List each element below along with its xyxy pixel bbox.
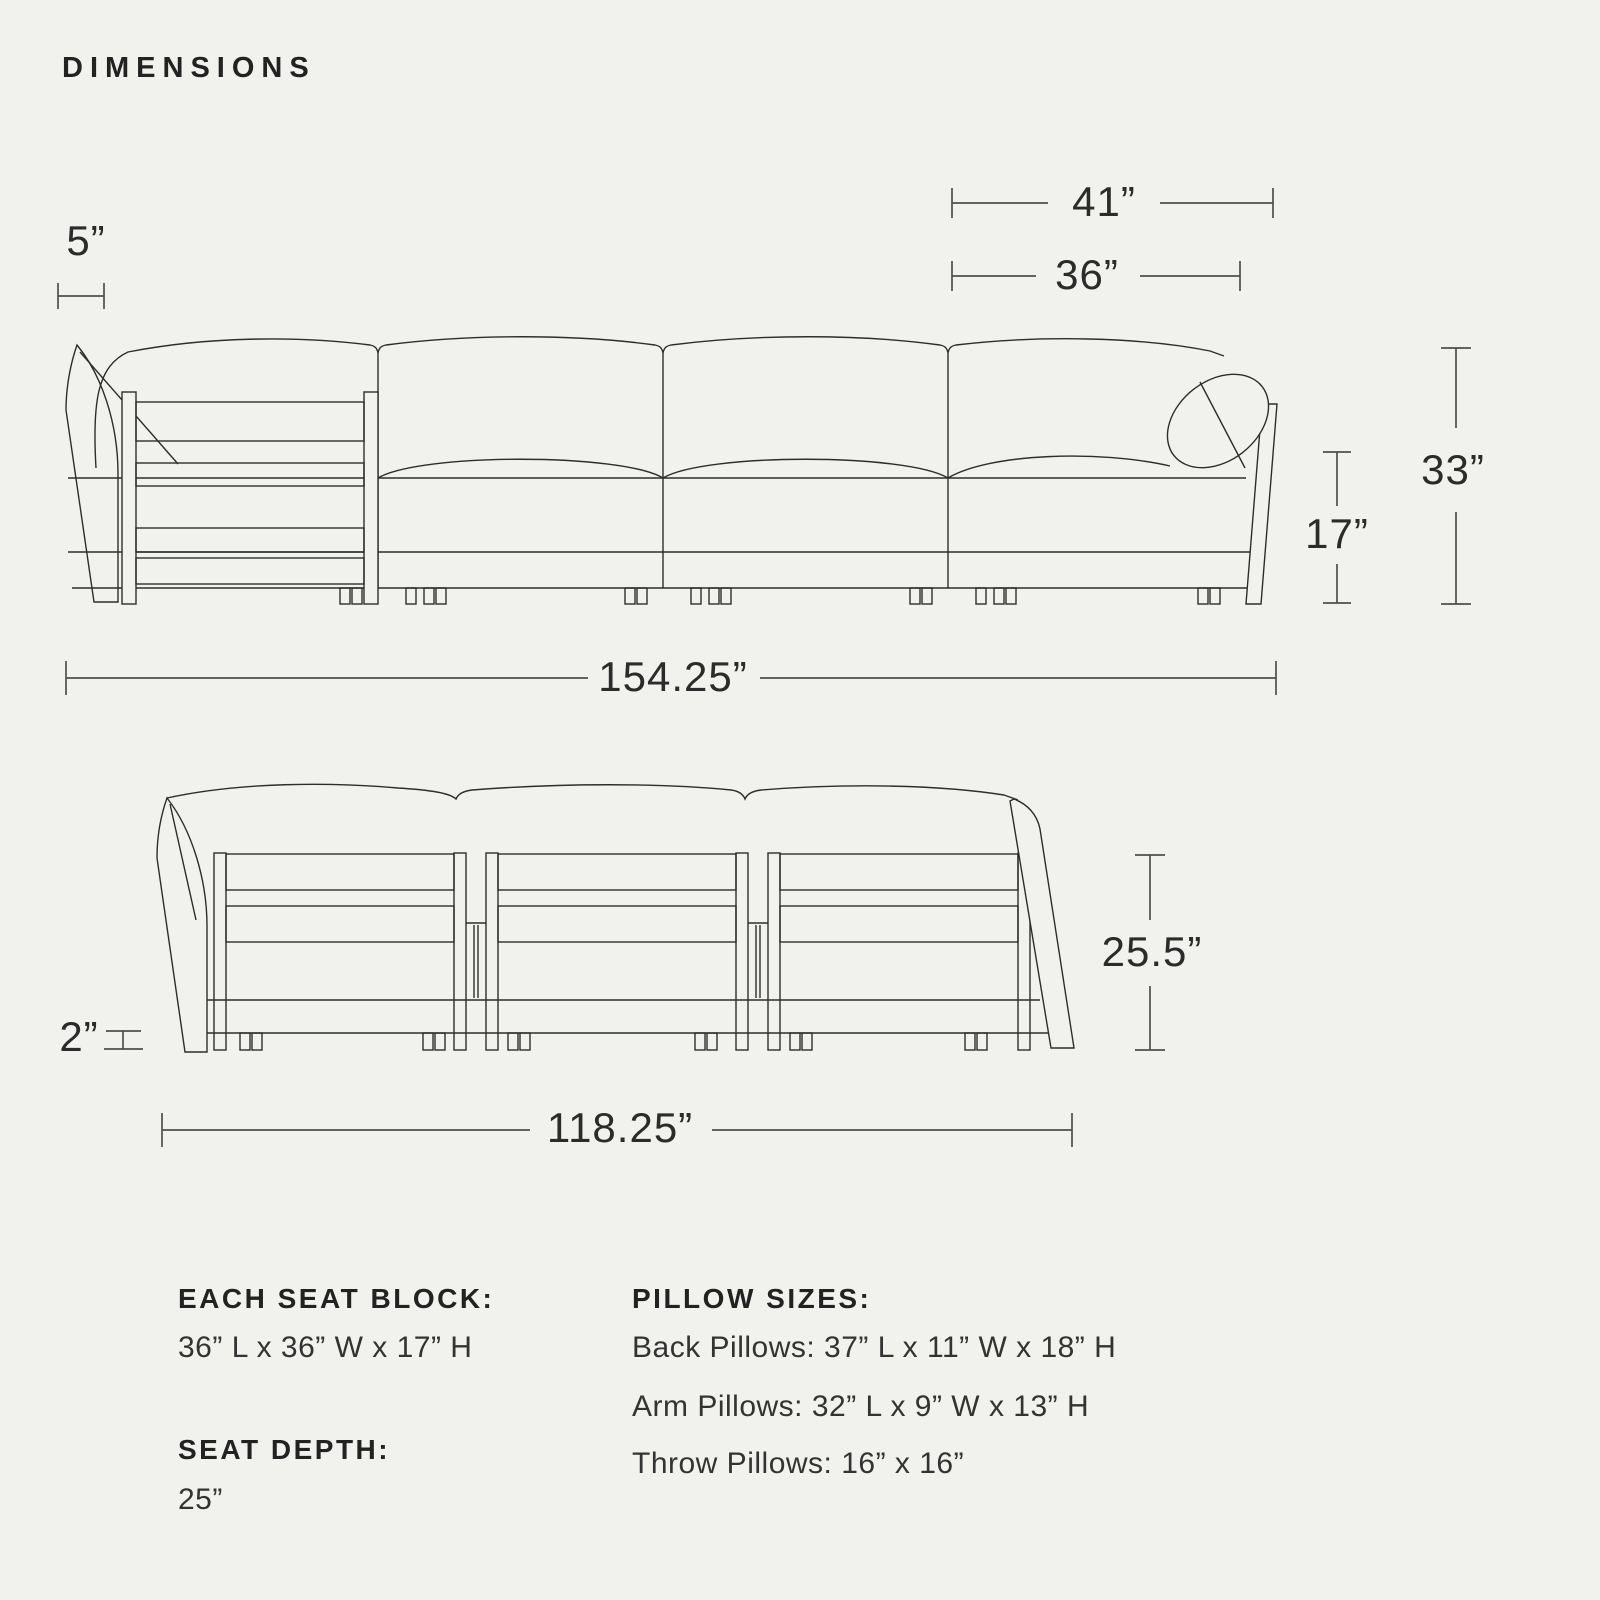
pillow-throw-line: Throw Pillows: 16” x 16” [632, 1447, 965, 1480]
front-elevation-drawing [66, 337, 1287, 604]
front-corner-frame [122, 392, 378, 604]
front-module-separators [378, 353, 948, 588]
back-module-connectors [466, 923, 768, 998]
pillow-sizes-heading: PILLOW SIZES: [632, 1283, 872, 1314]
back-frame-module-2 [486, 853, 748, 1050]
page-title: DIMENSIONS [62, 52, 316, 84]
dim-leg-height-line [104, 1031, 143, 1049]
dim-label-seat-height: 17” [1305, 510, 1369, 557]
back-legs [240, 1033, 987, 1050]
back-frame-module-3 [768, 853, 1030, 1050]
dim-label-overall-width: 154.25” [598, 653, 748, 700]
dim-label-arm-depth: 5” [66, 217, 106, 264]
pillow-back-line: Back Pillows: 37” L x 11” W x 18” H [632, 1331, 1117, 1364]
dim-label-corner-width: 41” [1072, 178, 1136, 225]
back-cushions-outline [167, 784, 1018, 800]
front-horizontal-lines [68, 478, 1254, 588]
seat-depth-heading: SEAT DEPTH: [178, 1434, 391, 1465]
back-elevation-drawing [157, 784, 1074, 1052]
front-legs [340, 588, 1220, 604]
seat-depth-value: 25” [178, 1483, 223, 1516]
dim-label-overall-height: 33” [1421, 446, 1485, 493]
dim-arm-depth-line [58, 283, 104, 309]
back-left-wing [157, 798, 207, 1052]
seat-block-heading: EACH SEAT BLOCK: [178, 1283, 495, 1314]
front-seat-cushions [378, 456, 1170, 478]
dim-label-leg-height: 2” [59, 1013, 99, 1060]
pillow-arm-line: Arm Pillows: 32” L x 9” W x 13” H [632, 1390, 1090, 1423]
back-base-lines [207, 1000, 1048, 1033]
seat-block-value: 36” L x 36” W x 17” H [178, 1331, 473, 1364]
back-frame-module-1 [214, 853, 466, 1050]
dim-label-back-height: 25.5” [1101, 928, 1203, 975]
dim-label-seat-width: 36” [1055, 251, 1119, 298]
dim-label-back-width: 118.25” [546, 1104, 694, 1151]
